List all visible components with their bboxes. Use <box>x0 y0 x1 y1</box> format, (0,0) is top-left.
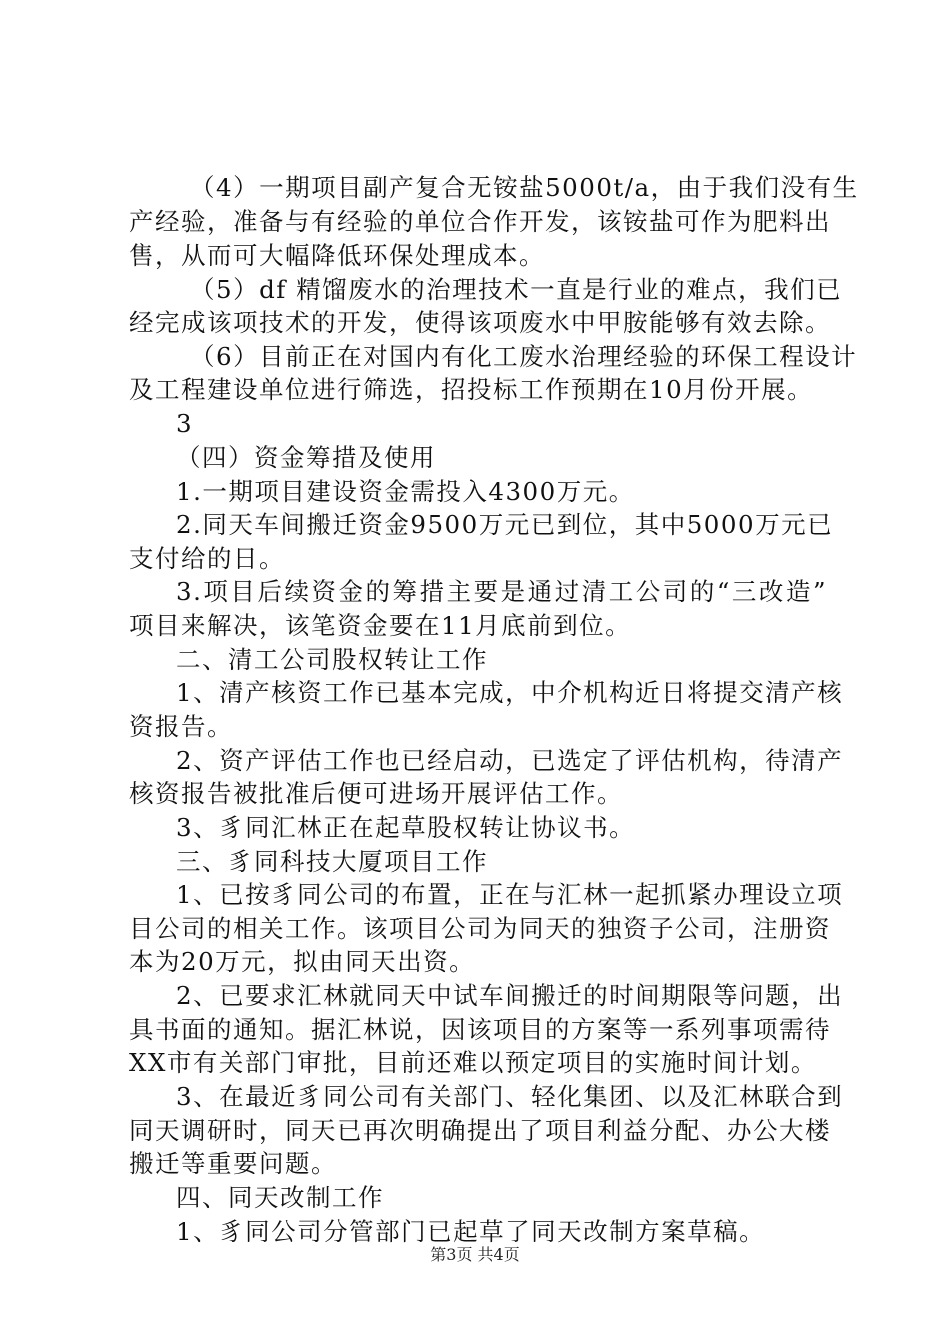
paragraph-line: （6）目前正在对国内有化工废水治理经验的环保工程设计 <box>190 342 858 371</box>
paragraph-line: 1、清产核资工作已基本完成，中介机构近日将提交清产核 <box>176 678 844 707</box>
page-footer: 第3页 共4页 <box>430 1245 520 1264</box>
paragraph-line: 3、豸同汇林正在起草股权转让协议书。 <box>176 813 636 842</box>
paragraph-line: 本为20万元，拟由同天出资。 <box>129 947 476 976</box>
paragraph-line: （4）一期项目副产复合无铵盐5000t/a，由于我们没有生 <box>190 173 859 202</box>
paragraph-line: 支付给的日。 <box>129 544 285 573</box>
paragraph-line: 1、已按豸同公司的布置，正在与汇林一起抓紧办理设立项 <box>176 880 844 909</box>
paragraph-line: 及工程建设单位进行筛选，招投标工作预期在10月份开展。 <box>129 375 814 404</box>
paragraph-line: 售，从而可大幅降低环保处理成本。 <box>129 241 545 270</box>
paragraph-line: XX市有关部门审批，目前还难以预定项目的实施时间计划。 <box>129 1048 817 1077</box>
paragraph-line: 1.一期项目建设资金需投入4300万元。 <box>176 477 635 506</box>
paragraph-line: 2.同天车间搬迁资金9500万元已到位，其中5000万元已 <box>176 510 834 539</box>
paragraph-line: 搬迁等重要问题。 <box>129 1149 337 1178</box>
paragraph-line: 核资报告被批准后便可进场开展评估工作。 <box>129 779 623 808</box>
paragraph-line: 产经验，准备与有经验的单位合作开发，该铵盐可作为肥料出 <box>129 207 831 236</box>
paragraph-line: 同天调研时，同天已再次明确提出了项目利益分配、办公大楼 <box>129 1116 831 1145</box>
section-heading: 四、同天改制工作 <box>176 1183 384 1212</box>
paragraph-line: 3、在最近豸同公司有关部门、轻化集团、以及汇林联合到 <box>176 1082 844 1111</box>
paragraph-line: 具书面的通知。据汇林说，因该项目的方案等一系列事项需待 <box>129 1015 831 1044</box>
paragraph-line: 2、资产评估工作也已经启动，已选定了评估机构，待清产 <box>176 746 844 775</box>
paragraph-line: 经完成该项技术的开发，使得该项废水中甲胺能够有效去除。 <box>129 308 831 337</box>
section-heading: （四）资金筹措及使用 <box>176 443 436 472</box>
paragraph-line: 项目来解决，该笔资金要在11月底前到位。 <box>129 611 632 640</box>
paragraph-line: 资报告。 <box>129 712 233 741</box>
paragraph-line: 3.项目后续资金的筹措主要是通过清工公司的“三改造” <box>176 577 827 606</box>
paragraph-line: （5）df 精馏废水的治理技术一直是行业的难点，我们已 <box>190 275 843 304</box>
paragraph-line: 2、已要求汇林就同天中试车间搬迁的时间期限等问题，出 <box>176 981 844 1010</box>
paragraph-line: 目公司的相关工作。该项目公司为同天的独资子公司，注册资 <box>129 914 831 943</box>
section-heading: 三、豸同科技大厦项目工作 <box>176 847 488 876</box>
section-heading: 二、清工公司股权转让工作 <box>176 645 488 674</box>
paragraph-line: 1、豸同公司分管部门已起草了同天改制方案草稿。 <box>176 1217 766 1246</box>
page-marker: 3 <box>176 409 194 438</box>
